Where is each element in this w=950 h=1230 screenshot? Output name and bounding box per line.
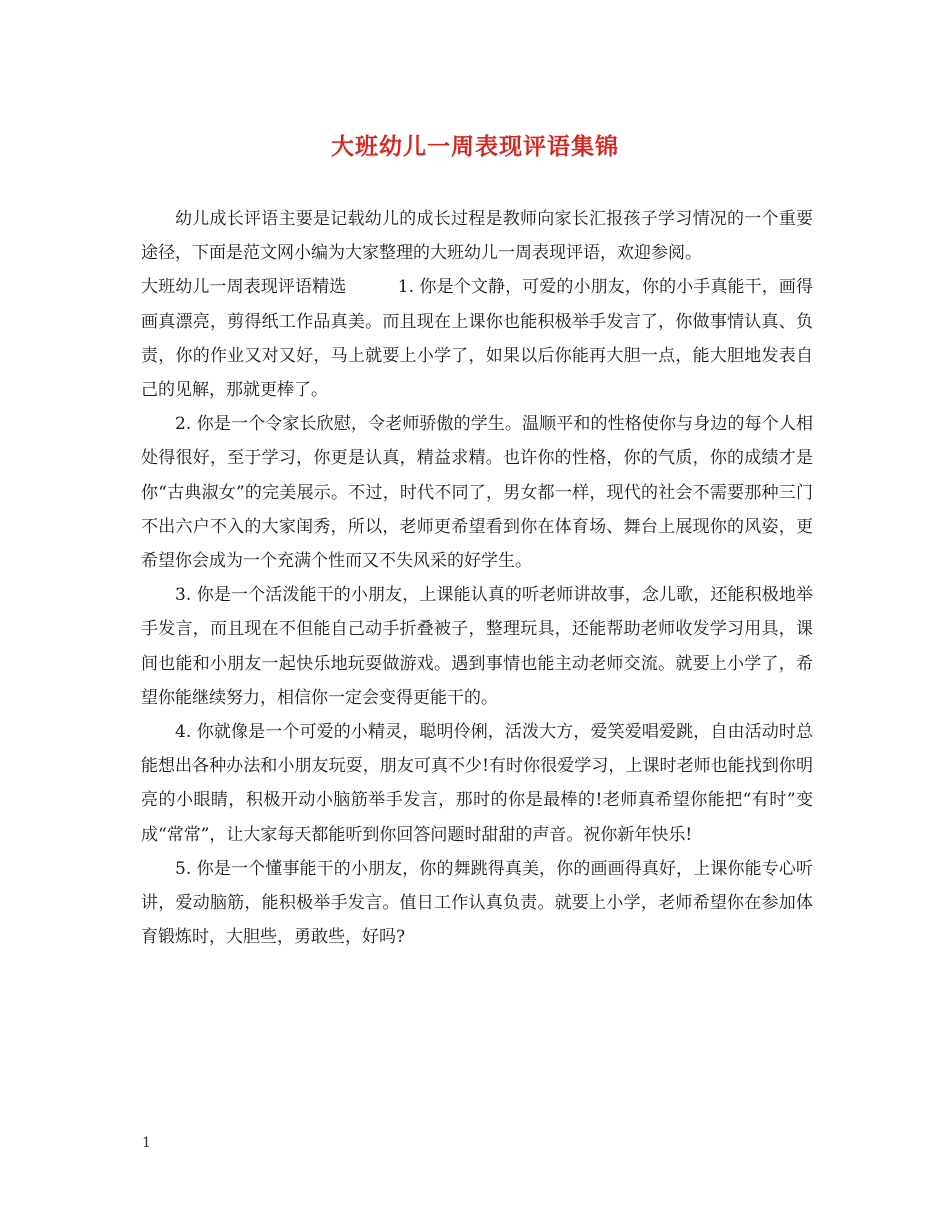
section-heading: 大班幼儿一周表现评语精选 [141,277,347,298]
page-number: 1 [142,1135,151,1151]
intro-paragraph: 幼儿成长评语主要是记载幼儿的成长过程是教师向家长汇报孩子学习情况的一个重要途径，下面是范文网小编为大家整理的大班幼儿一周表现评语，欢迎参阅。 [141,209,813,264]
document-body [141,202,813,954]
section-paragraph [141,270,813,407]
comment-item-3: 3. 你是一个活泼能干的小朋友，上课能认真的听老师讲故事，念儿歌，还能积极地举手发言，而且现在不但能自己动手折叠被子，整理玩具，还能帮助老师收发学习用具，课间也能和小朋友一起快乐地玩耍做游戏。遇到事情也能主动老师交流。就要上小学了，希望你能继续努力，相信你一定会变得更能干的。 [141,585,813,708]
comment-item-1: 1. 你是个文静，可爱的小朋友，你的小手真能干，画得画真漂亮，剪得纸工作品真美。而且现在上课你也能积极举手发言了，你做事情认真、负责，你的作业又对又好，马上就要上小学了，如果以后你能再大胆一点，能大胆地发表自己的见解，那就更棒了。 [141,277,814,401]
document-title: 大班幼儿一周表现评语集锦 [331,134,619,160]
comment-item-4: 4. 你就像是一个可爱的小精灵，聪明伶俐，活泼大方，爱笑爱唱爱跳，自由活动时总能想出各种办法和小朋友玩耍，朋友可真不少!有时你很爱学习，上课时老师也能找到你明亮的小眼睛，积极开动小脑筋举手发言，那时的你是最棒的!老师真希望你能把“有时”变成“常常”，让大家每天都能听到你回答问题时甜甜的声音。祝你新年快乐! [141,722,813,845]
comment-item-2: 2. 你是一个令家长欣慰，令老师骄傲的学生。温顺平和的性格使你与身边的每个人相处得很好，至于学习，你更是认真，精益求精。也许你的性格，你的气质，你的成绩才是你“古典淑女”的完美展示。不过，时代不同了，男女都一样，现代的社会不需要那种三门不出六户不入的大家闺秀，所以，老师更希望看到你在体育场、舞台上展现你的风姿，更希望你会成为一个充满个性而又不失风采的好学生。 [141,414,813,572]
comment-item-5: 5. 你是一个懂事能干的小朋友，你的舞跳得真美，你的画画得真好，上课你能专心听讲，爱动脑筋，能积极举手发言。值日工作认真负责。就要上小学，老师希望你在参加体育锻炼时，大胆些，勇敢些，好吗? [141,858,813,948]
